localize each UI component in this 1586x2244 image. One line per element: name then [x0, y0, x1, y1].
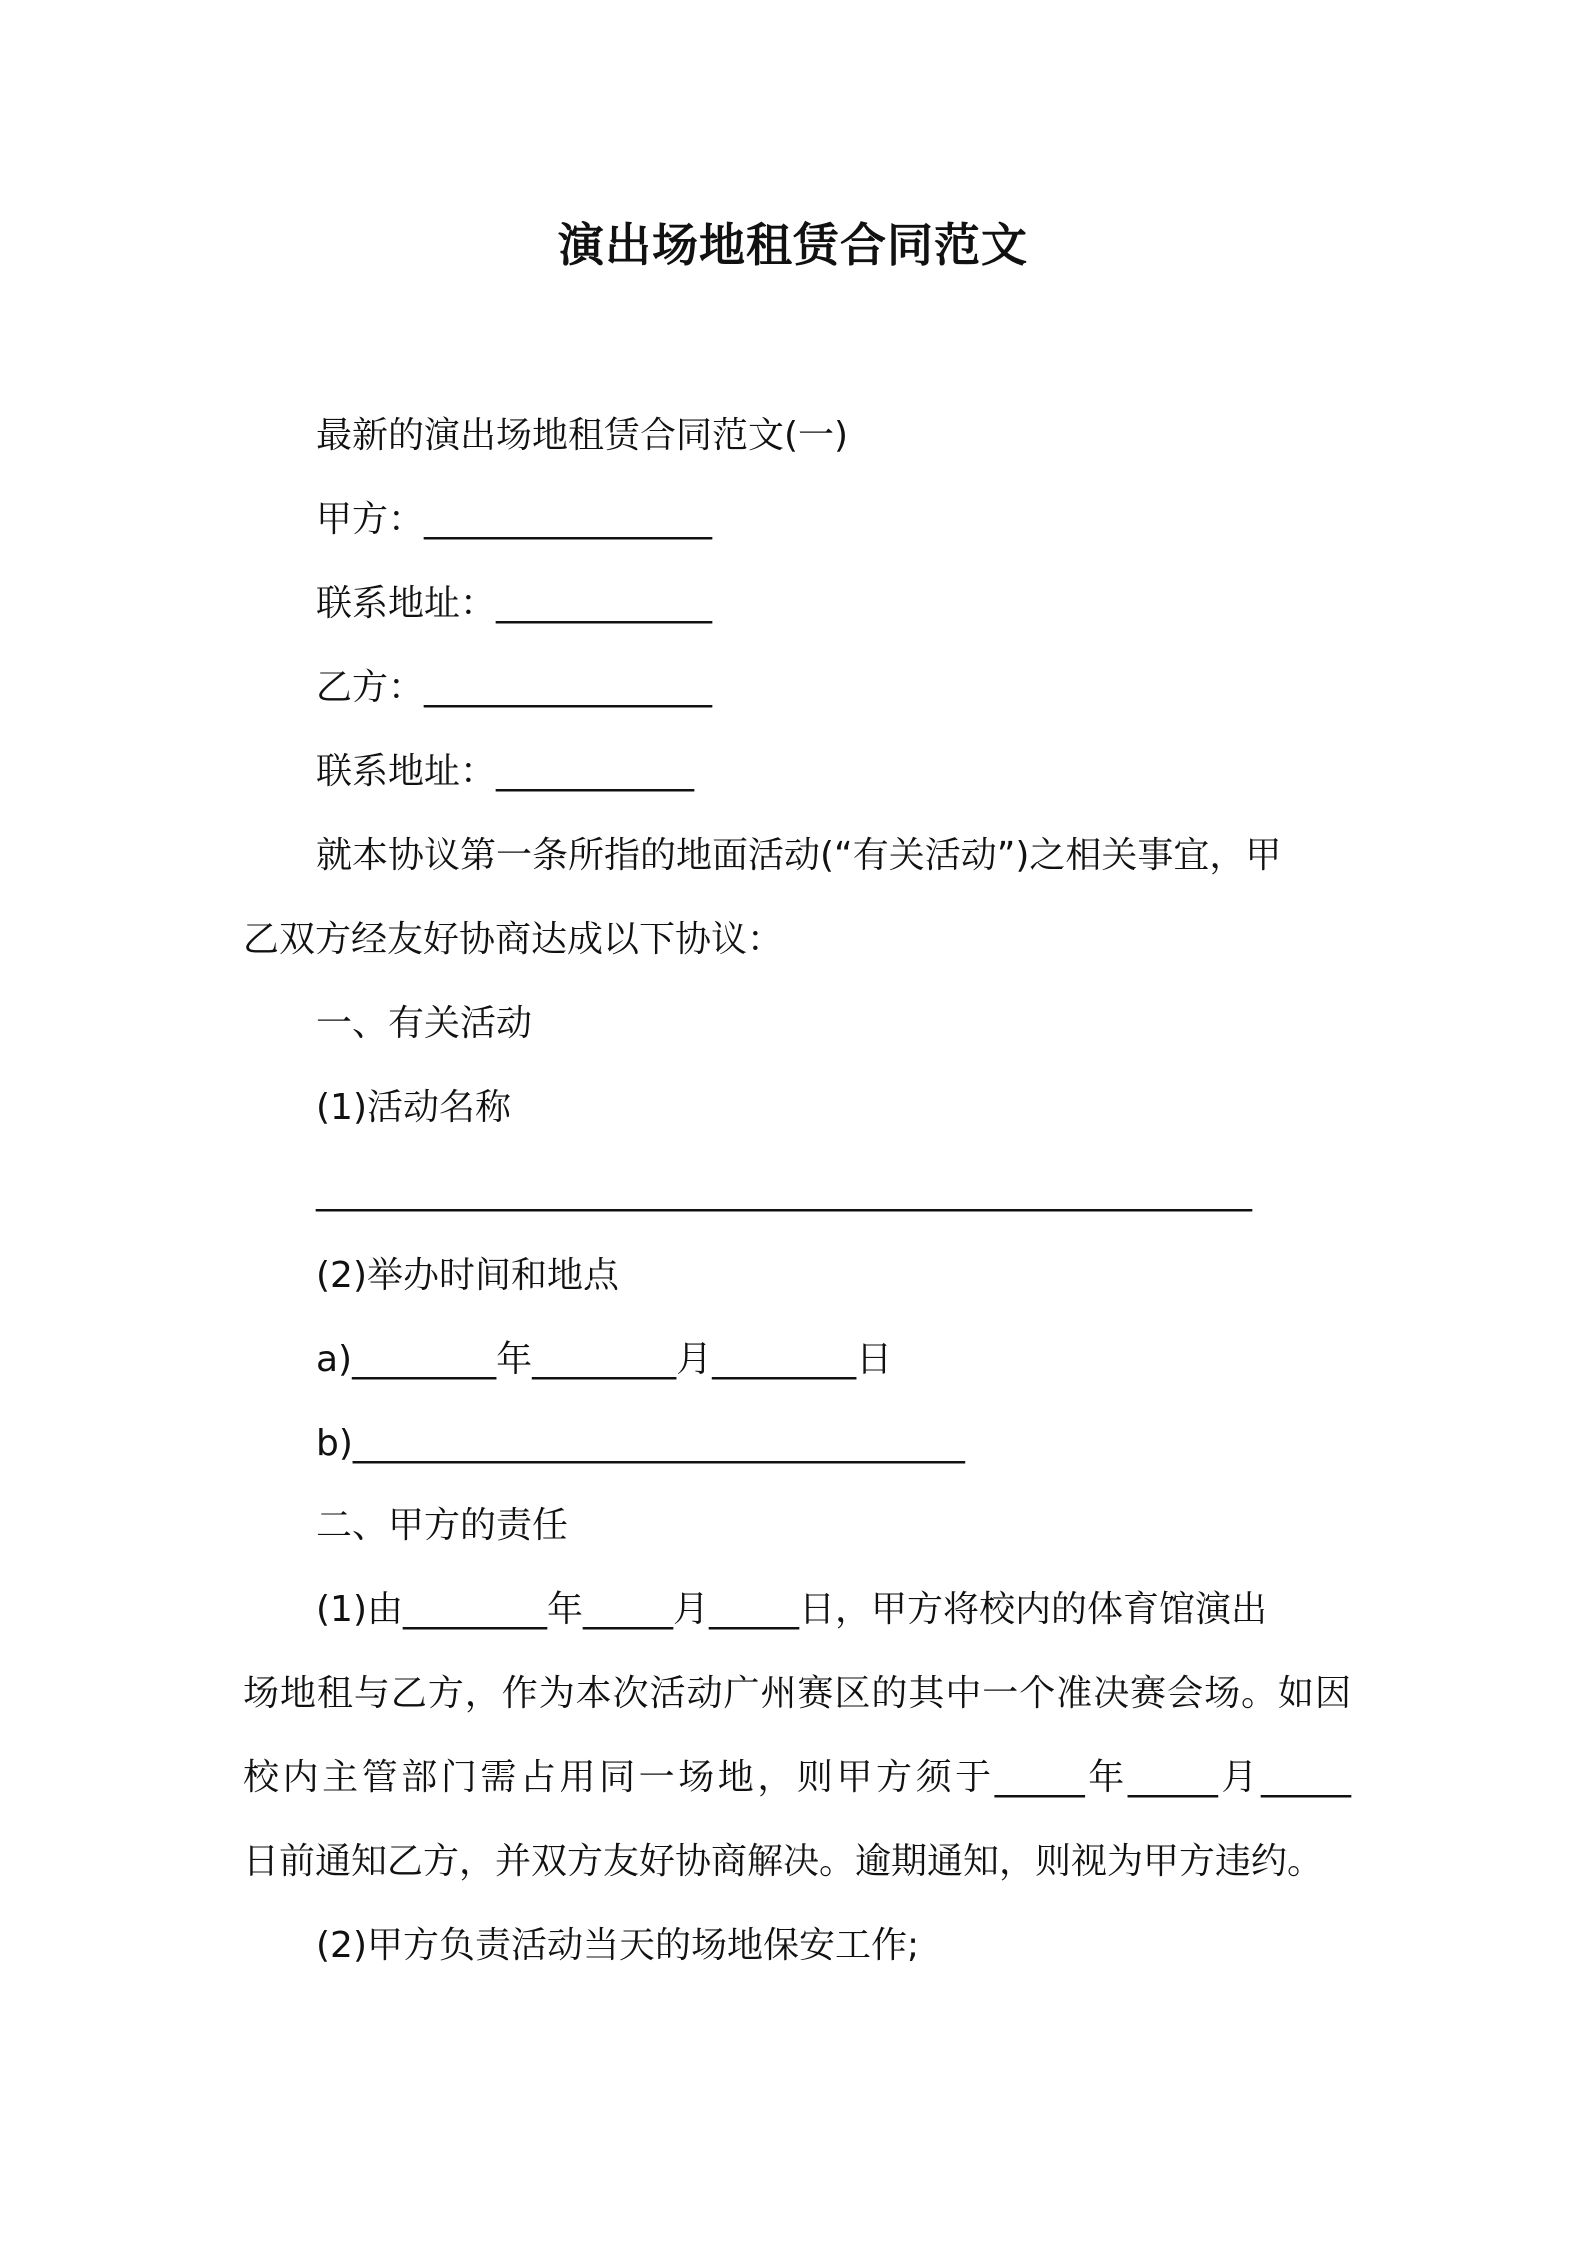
- party-b-address-line: 联系地址：___________: [316, 751, 695, 792]
- clause-1-line-3: 校内主管部门需占用同一场地，则甲方须于_____年_____月_____: [243, 1757, 1351, 1798]
- party-a-line: 甲方：________________: [316, 499, 713, 540]
- clause-1-line-1: (1)由________年_____月_____日，甲方将校内的体育馆演出: [316, 1589, 1267, 1630]
- clause-1-line-4: 日前通知乙方，并双方友好协商解决。逾期通知，则视为甲方违约。: [243, 1841, 1324, 1882]
- place-blank-line: b)__________________________________: [316, 1423, 965, 1464]
- activity-name-label: (1)活动名称: [316, 1087, 511, 1128]
- party-a-address-line: 联系地址：____________: [316, 583, 713, 624]
- date-blank-line: a)________年________月________日: [316, 1339, 893, 1380]
- clause-2-line: (2)甲方负责活动当天的场地保安工作;: [316, 1925, 920, 1966]
- party-b-line: 乙方：________________: [316, 667, 713, 708]
- subtitle-line: 最新的演出场地租赁合同范文(一): [316, 415, 849, 456]
- section-heading-party-a: 二、甲方的责任: [316, 1505, 569, 1546]
- activity-name-blank: ____________________________________________________: [316, 1171, 1252, 1212]
- paragraph-intro-line-1: 就本协议第一条所指的地面活动(“有关活动”)之相关事宜，甲: [316, 835, 1282, 876]
- document-title: 演出场地租赁合同范文: [558, 218, 1028, 272]
- paragraph-intro-line-2: 乙双方经友好协商达成以下协议：: [243, 919, 784, 960]
- clause-1-line-2: 场地租与乙方，作为本次活动广州赛区的其中一个准决赛会场。如因: [243, 1673, 1351, 1714]
- time-place-label: (2)举办时间和地点: [316, 1255, 619, 1296]
- section-heading-activity: 一、有关活动: [316, 1003, 533, 1044]
